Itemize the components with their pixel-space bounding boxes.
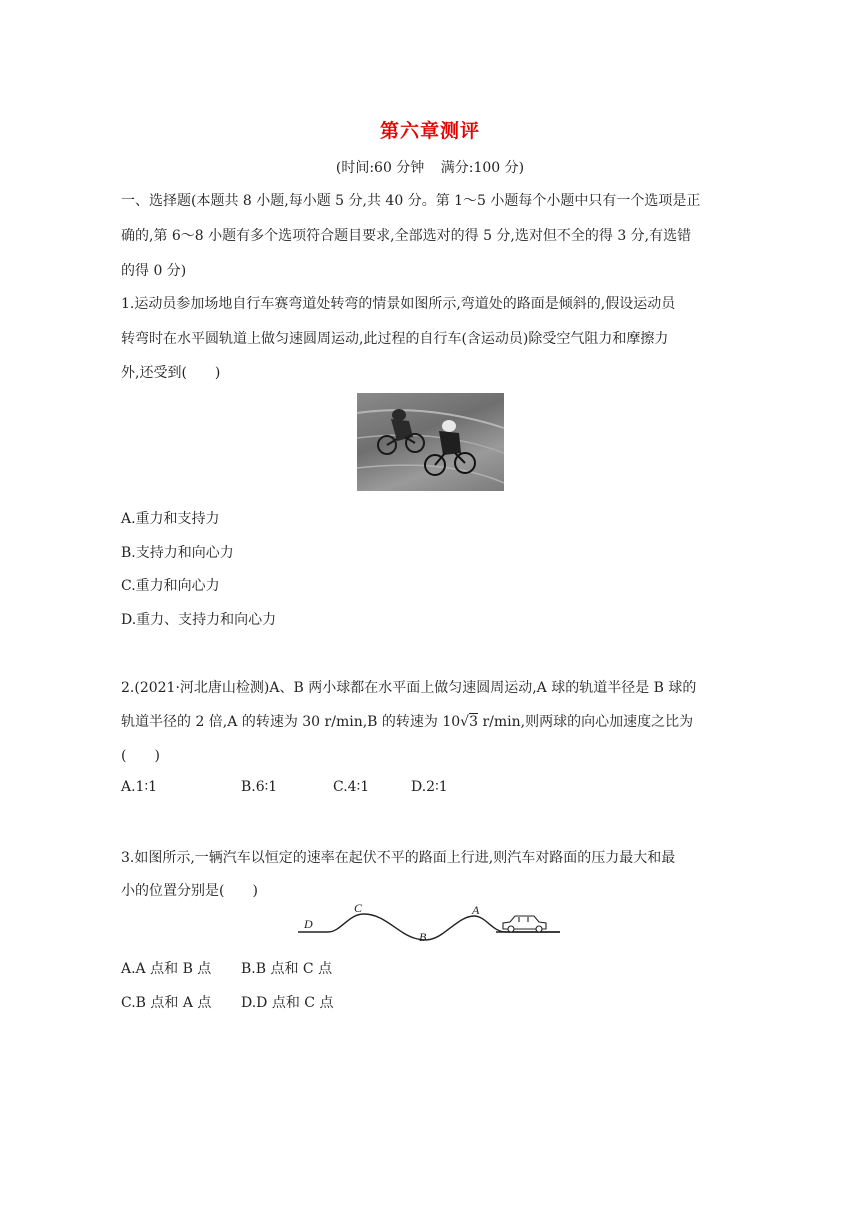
q3-option-c: C.B 点和 A 点 [121, 995, 212, 1011]
cyclists-photo [357, 393, 504, 491]
q1-stem-line-3: 外,还受到( ) [121, 365, 221, 381]
exam-info [0, 157, 860, 177]
q2-stem-line-2-end: r/min,则两球的向心加速度之比为 [478, 714, 694, 730]
q1-option-a: A.重力和支持力 [121, 511, 220, 527]
q3-option-d: D.D 点和 C 点 [241, 995, 334, 1011]
label-b: B [419, 930, 427, 944]
q1-option-c: C.重力和向心力 [121, 578, 220, 594]
sqrt-symbol: √ [460, 714, 470, 730]
section-instruction-line-2: 确的,第 6～8 小题有多个选项符合题目要求,全部选对的得 5 分,选对但不全的得 3 分,有选错 [121, 228, 692, 244]
q3-stem-line-1: 3.如图所示,一辆汽车以恒定的速率在起伏不平的路面上行进,则汽车对路面的压力最大和最 [121, 850, 676, 866]
q3-option-b: B.B 点和 C 点 [241, 961, 333, 977]
section-instruction-line-1: 一、选择题(本题共 8 小题,每小题 5 分,共 40 分。第 1～5 小题每个小题中只有一个选项是正 [121, 193, 701, 209]
q2-stem-line-2-start: 轨道半径的 2 倍,A 的转速为 30 r/min,B 的转速为 10 [121, 714, 461, 730]
q1-option-d: D.重力、支持力和向心力 [121, 612, 277, 628]
q2-stem-line-1: 2.(2021·河北唐山检测)A、B 两小球都在水平面上做匀速圆周运动,A 球的轨道半径是 B 球的 [121, 680, 697, 696]
q2-option-a: A.1∶1 [121, 779, 158, 795]
full-score: 满分:100 分) [440, 160, 525, 176]
q3-stem-line-2: 小的位置分别是( ) [121, 883, 258, 899]
page-title: 第六章测评 [379, 120, 480, 142]
q2-stem-line-3: ( ) [121, 748, 160, 764]
road-diagram [296, 904, 566, 946]
label-a: A [472, 904, 480, 917]
q1-option-b: B.支持力和向心力 [121, 545, 234, 561]
time-limit: (时间:60 分钟 [335, 160, 425, 176]
q2-option-b: B.6∶1 [241, 779, 278, 795]
q2-stem-line-2 [121, 711, 693, 731]
q1-stem-line-1: 1.运动员参加场地自行车赛弯道处转弯的情景如图所示,弯道处的路面是倾斜的,假设运动员 [121, 296, 676, 312]
sqrt-radicand: 3 [469, 714, 479, 730]
q1-stem-line-2: 转弯时在水平圆轨道上做匀速圆周运动,此过程的自行车(含运动员)除受空气阻力和摩擦力 [121, 331, 669, 347]
section-instruction-line-3: 的得 0 分) [121, 263, 187, 279]
car-icon [503, 916, 546, 932]
q2-option-c: C.4∶1 [333, 779, 370, 795]
q2-option-d: D.2∶1 [411, 779, 448, 795]
q3-option-a: A.A 点和 B 点 [121, 961, 212, 977]
label-d: D [304, 917, 313, 931]
label-c: C [354, 904, 363, 915]
